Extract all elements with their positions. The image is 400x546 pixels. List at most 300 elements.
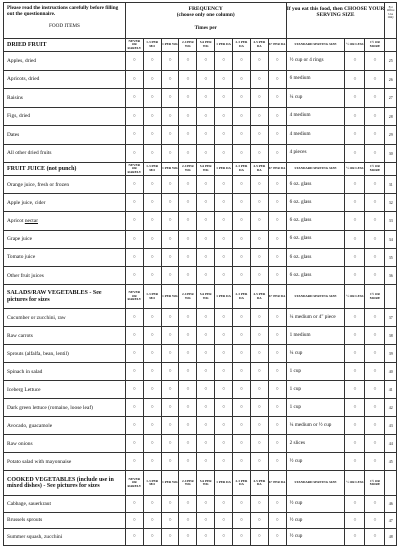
frequency-radio[interactable]: ○ bbox=[143, 266, 161, 284]
frequency-radio[interactable]: ○ bbox=[268, 176, 286, 194]
serving-column-header: 1½ OR MORE bbox=[365, 39, 385, 52]
frequency-radio[interactable]: ○ bbox=[233, 363, 251, 381]
frequency-radio[interactable]: ○ bbox=[161, 107, 179, 126]
frequency-radio[interactable]: ○ bbox=[250, 435, 268, 453]
serving-size-radio[interactable]: ○ bbox=[345, 266, 365, 284]
frequency-radio[interactable]: ○ bbox=[197, 381, 215, 399]
serving-size-radio[interactable]: ○ bbox=[365, 309, 385, 327]
frequency-radio[interactable]: ○ bbox=[161, 453, 179, 471]
standard-serving-size: ½ cup or 4 rings bbox=[286, 52, 345, 71]
frequency-radio[interactable]: ○ bbox=[143, 230, 161, 248]
frequency-radio[interactable]: ○ bbox=[250, 126, 268, 145]
frequency-radio[interactable]: ○ bbox=[179, 327, 197, 345]
frequency-radio[interactable]: ○ bbox=[233, 70, 251, 89]
food-item-label: Avocado, guacamole bbox=[4, 417, 126, 435]
frequency-radio[interactable]: ○ bbox=[233, 194, 251, 212]
frequency-radio[interactable]: ○ bbox=[143, 381, 161, 399]
frequency-radio[interactable]: ○ bbox=[268, 212, 286, 230]
office-code: 37 bbox=[385, 309, 397, 327]
frequency-radio[interactable]: ○ bbox=[143, 126, 161, 145]
frequency-radio[interactable]: ○ bbox=[215, 496, 233, 513]
frequency-column-header: 4-5 PER DA bbox=[250, 39, 268, 52]
frequency-radio[interactable]: ○ bbox=[125, 107, 143, 126]
serving-size-radio[interactable]: ○ bbox=[345, 529, 365, 546]
frequency-column-header: 1 PER DA bbox=[215, 285, 233, 309]
frequency-radio[interactable]: ○ bbox=[125, 399, 143, 417]
frequency-radio[interactable]: ○ bbox=[161, 89, 179, 108]
serving-size-radio[interactable]: ○ bbox=[365, 363, 385, 381]
frequency-radio[interactable]: ○ bbox=[143, 345, 161, 363]
serving-size-radio[interactable]: ○ bbox=[345, 435, 365, 453]
frequency-radio[interactable]: ○ bbox=[143, 435, 161, 453]
frequency-radio[interactable]: ○ bbox=[161, 417, 179, 435]
serving-size-radio[interactable]: ○ bbox=[365, 453, 385, 471]
frequency-radio[interactable]: ○ bbox=[161, 230, 179, 248]
frequency-radio[interactable]: ○ bbox=[143, 89, 161, 108]
serving-column-header: ½ OR LESS bbox=[345, 285, 365, 309]
food-item-label: Spinach in salad bbox=[4, 363, 126, 381]
frequency-radio[interactable]: ○ bbox=[233, 126, 251, 145]
frequency-radio[interactable]: ○ bbox=[250, 399, 268, 417]
frequency-radio[interactable]: ○ bbox=[215, 107, 233, 126]
frequency-radio[interactable]: ○ bbox=[125, 345, 143, 363]
frequency-radio[interactable]: ○ bbox=[215, 70, 233, 89]
frequency-radio[interactable]: ○ bbox=[268, 435, 286, 453]
frequency-radio[interactable]: ○ bbox=[143, 194, 161, 212]
frequency-radio[interactable]: ○ bbox=[179, 363, 197, 381]
frequency-radio[interactable]: ○ bbox=[125, 363, 143, 381]
frequency-radio[interactable]: ○ bbox=[250, 529, 268, 546]
frequency-radio[interactable]: ○ bbox=[250, 144, 268, 163]
frequency-radio[interactable]: ○ bbox=[179, 512, 197, 529]
frequency-radio[interactable]: ○ bbox=[143, 529, 161, 546]
serving-size-radio[interactable]: ○ bbox=[345, 89, 365, 108]
frequency-radio[interactable]: ○ bbox=[197, 89, 215, 108]
table-row bbox=[4, 453, 397, 471]
frequency-radio[interactable]: ○ bbox=[250, 176, 268, 194]
food-items-label: FOOD ITEMS bbox=[48, 23, 80, 30]
frequency-radio[interactable]: ○ bbox=[125, 70, 143, 89]
frequency-radio[interactable]: ○ bbox=[250, 417, 268, 435]
serving-size-radio[interactable]: ○ bbox=[365, 89, 385, 108]
serving-size-radio[interactable]: ○ bbox=[345, 512, 365, 529]
frequency-radio[interactable]: ○ bbox=[197, 248, 215, 266]
serving-size-radio[interactable]: ○ bbox=[365, 126, 385, 145]
frequency-radio[interactable]: ○ bbox=[268, 52, 286, 71]
serving-size-radio[interactable]: ○ bbox=[365, 345, 385, 363]
frequency-radio[interactable]: ○ bbox=[215, 399, 233, 417]
frequency-radio[interactable]: ○ bbox=[215, 435, 233, 453]
frequency-radio[interactable]: ○ bbox=[215, 327, 233, 345]
frequency-radio[interactable]: ○ bbox=[250, 512, 268, 529]
frequency-radio[interactable]: ○ bbox=[250, 107, 268, 126]
frequency-radio[interactable]: ○ bbox=[197, 126, 215, 145]
frequency-radio[interactable]: ○ bbox=[143, 453, 161, 471]
frequency-radio[interactable]: ○ bbox=[215, 363, 233, 381]
serving-size-radio[interactable]: ○ bbox=[365, 266, 385, 284]
frequency-radio[interactable]: ○ bbox=[143, 496, 161, 513]
frequency-radio[interactable]: ○ bbox=[143, 212, 161, 230]
frequency-radio[interactable]: ○ bbox=[250, 345, 268, 363]
frequency-radio[interactable]: ○ bbox=[179, 230, 197, 248]
frequency-radio[interactable]: ○ bbox=[143, 52, 161, 71]
frequency-radio[interactable]: ○ bbox=[197, 363, 215, 381]
frequency-radio[interactable]: ○ bbox=[250, 453, 268, 471]
frequency-radio[interactable]: ○ bbox=[268, 345, 286, 363]
frequency-radio[interactable]: ○ bbox=[233, 435, 251, 453]
frequency-radio[interactable]: ○ bbox=[179, 248, 197, 266]
frequency-radio[interactable]: ○ bbox=[215, 176, 233, 194]
frequency-radio[interactable]: ○ bbox=[197, 399, 215, 417]
frequency-radio[interactable]: ○ bbox=[161, 176, 179, 194]
frequency-radio[interactable]: ○ bbox=[125, 230, 143, 248]
serving-size-radio[interactable]: ○ bbox=[345, 144, 365, 163]
food-item-label: Iceberg Lettuce bbox=[4, 381, 126, 399]
frequency-radio[interactable]: ○ bbox=[197, 345, 215, 363]
frequency-radio[interactable]: ○ bbox=[179, 399, 197, 417]
frequency-radio[interactable]: ○ bbox=[161, 212, 179, 230]
frequency-radio[interactable]: ○ bbox=[179, 194, 197, 212]
serving-size-radio[interactable]: ○ bbox=[345, 70, 365, 89]
frequency-radio[interactable]: ○ bbox=[233, 176, 251, 194]
frequency-radio[interactable]: ○ bbox=[197, 70, 215, 89]
frequency-radio[interactable]: ○ bbox=[215, 345, 233, 363]
frequency-radio[interactable]: ○ bbox=[250, 212, 268, 230]
standard-serving-size: 6 oz. glass bbox=[286, 266, 345, 284]
frequency-radio[interactable]: ○ bbox=[268, 230, 286, 248]
frequency-radio[interactable]: ○ bbox=[197, 194, 215, 212]
food-item-label: Orange juice, fresh or frozen bbox=[4, 176, 126, 194]
frequency-radio[interactable]: ○ bbox=[215, 512, 233, 529]
serving-size-radio[interactable]: ○ bbox=[365, 399, 385, 417]
frequency-radio[interactable]: ○ bbox=[179, 144, 197, 163]
frequency-radio[interactable]: ○ bbox=[197, 417, 215, 435]
serving-size-radio[interactable]: ○ bbox=[345, 176, 365, 194]
frequency-radio[interactable]: ○ bbox=[179, 529, 197, 546]
frequency-radio[interactable]: ○ bbox=[197, 453, 215, 471]
frequency-radio[interactable]: ○ bbox=[233, 512, 251, 529]
frequency-radio[interactable]: ○ bbox=[268, 512, 286, 529]
serving-size-radio[interactable]: ○ bbox=[345, 52, 365, 71]
frequency-radio[interactable]: ○ bbox=[197, 212, 215, 230]
frequency-radio[interactable]: ○ bbox=[143, 417, 161, 435]
frequency-radio[interactable]: ○ bbox=[179, 107, 197, 126]
frequency-radio[interactable]: ○ bbox=[143, 107, 161, 126]
frequency-radio[interactable]: ○ bbox=[161, 248, 179, 266]
frequency-radio[interactable]: ○ bbox=[161, 512, 179, 529]
frequency-radio[interactable]: ○ bbox=[268, 194, 286, 212]
frequency-radio[interactable]: ○ bbox=[250, 248, 268, 266]
frequency-radio[interactable]: ○ bbox=[161, 52, 179, 71]
frequency-radio[interactable]: ○ bbox=[161, 363, 179, 381]
frequency-radio[interactable]: ○ bbox=[268, 496, 286, 513]
frequency-radio[interactable]: ○ bbox=[215, 144, 233, 163]
frequency-radio[interactable]: ○ bbox=[161, 399, 179, 417]
frequency-radio[interactable]: ○ bbox=[161, 345, 179, 363]
frequency-radio[interactable]: ○ bbox=[125, 89, 143, 108]
standard-serving-size: 1 cup bbox=[286, 363, 345, 381]
frequency-radio[interactable]: ○ bbox=[179, 496, 197, 513]
frequency-radio[interactable]: ○ bbox=[161, 327, 179, 345]
frequency-radio[interactable]: ○ bbox=[215, 417, 233, 435]
table-row bbox=[4, 435, 397, 453]
frequency-radio[interactable]: ○ bbox=[215, 52, 233, 71]
serving-size-radio[interactable]: ○ bbox=[365, 417, 385, 435]
standard-serving-size: ½ cup bbox=[286, 529, 345, 546]
serving-size-radio[interactable]: ○ bbox=[365, 529, 385, 546]
serving-size-radio[interactable]: ○ bbox=[345, 194, 365, 212]
frequency-radio[interactable]: ○ bbox=[215, 381, 233, 399]
frequency-radio[interactable]: ○ bbox=[268, 529, 286, 546]
frequency-radio[interactable]: ○ bbox=[197, 309, 215, 327]
frequency-radio[interactable]: ○ bbox=[125, 512, 143, 529]
frequency-column-header: 1 PER WK bbox=[161, 285, 179, 309]
frequency-radio[interactable]: ○ bbox=[250, 52, 268, 71]
frequency-radio[interactable]: ○ bbox=[215, 126, 233, 145]
frequency-radio[interactable]: ○ bbox=[125, 309, 143, 327]
frequency-radio[interactable]: ○ bbox=[268, 70, 286, 89]
frequency-radio[interactable]: ○ bbox=[179, 345, 197, 363]
food-item-label: Grape juice bbox=[4, 230, 126, 248]
serving-size-radio[interactable]: ○ bbox=[345, 417, 365, 435]
frequency-radio[interactable]: ○ bbox=[143, 144, 161, 163]
serving-size-radio[interactable]: ○ bbox=[365, 70, 385, 89]
frequency-radio[interactable]: ○ bbox=[143, 363, 161, 381]
frequency-radio[interactable]: ○ bbox=[161, 381, 179, 399]
frequency-radio[interactable]: ○ bbox=[197, 435, 215, 453]
frequency-radio[interactable]: ○ bbox=[143, 248, 161, 266]
frequency-radio[interactable]: ○ bbox=[250, 327, 268, 345]
frequency-radio[interactable]: ○ bbox=[233, 453, 251, 471]
office-code: 31 bbox=[385, 176, 397, 194]
table-row bbox=[4, 327, 397, 345]
frequency-radio[interactable]: ○ bbox=[215, 529, 233, 546]
frequency-radio[interactable]: ○ bbox=[233, 529, 251, 546]
frequency-radio[interactable]: ○ bbox=[179, 309, 197, 327]
food-item-label: Apricot nectar bbox=[4, 212, 126, 230]
frequency-radio[interactable]: ○ bbox=[233, 52, 251, 71]
frequency-radio[interactable]: ○ bbox=[233, 230, 251, 248]
frequency-radio[interactable]: ○ bbox=[125, 381, 143, 399]
serving-size-radio[interactable]: ○ bbox=[365, 512, 385, 529]
frequency-radio[interactable]: ○ bbox=[197, 529, 215, 546]
frequency-radio[interactable]: ○ bbox=[268, 417, 286, 435]
frequency-radio[interactable]: ○ bbox=[125, 212, 143, 230]
frequency-radio[interactable]: ○ bbox=[125, 496, 143, 513]
frequency-radio[interactable]: ○ bbox=[268, 89, 286, 108]
frequency-radio[interactable]: ○ bbox=[125, 126, 143, 145]
serving-size-radio[interactable]: ○ bbox=[345, 399, 365, 417]
frequency-radio[interactable]: ○ bbox=[215, 453, 233, 471]
serving-size-radio[interactable]: ○ bbox=[365, 107, 385, 126]
serving-size-radio[interactable]: ○ bbox=[345, 345, 365, 363]
frequency-radio[interactable]: ○ bbox=[250, 496, 268, 513]
frequency-radio[interactable]: ○ bbox=[233, 107, 251, 126]
frequency-radio[interactable]: ○ bbox=[268, 381, 286, 399]
frequency-radio[interactable]: ○ bbox=[233, 381, 251, 399]
frequency-radio[interactable]: ○ bbox=[268, 453, 286, 471]
frequency-radio[interactable]: ○ bbox=[233, 266, 251, 284]
frequency-radio[interactable]: ○ bbox=[179, 266, 197, 284]
frequency-radio[interactable]: ○ bbox=[125, 327, 143, 345]
frequency-radio[interactable]: ○ bbox=[250, 381, 268, 399]
serving-size-radio[interactable]: ○ bbox=[365, 496, 385, 513]
frequency-radio[interactable]: ○ bbox=[125, 417, 143, 435]
frequency-radio[interactable]: ○ bbox=[233, 309, 251, 327]
serving-size-radio[interactable]: ○ bbox=[345, 230, 365, 248]
section-title: DRIED FRUIT bbox=[4, 39, 126, 52]
frequency-radio[interactable]: ○ bbox=[179, 212, 197, 230]
serving-size-radio[interactable]: ○ bbox=[365, 327, 385, 345]
frequency-radio[interactable]: ○ bbox=[268, 126, 286, 145]
frequency-radio[interactable]: ○ bbox=[215, 248, 233, 266]
frequency-radio[interactable]: ○ bbox=[268, 309, 286, 327]
frequency-radio[interactable]: ○ bbox=[197, 144, 215, 163]
serving-size-radio[interactable]: ○ bbox=[365, 52, 385, 71]
frequency-radio[interactable]: ○ bbox=[161, 266, 179, 284]
table-row bbox=[4, 52, 397, 71]
frequency-radio[interactable]: ○ bbox=[233, 212, 251, 230]
frequency-radio[interactable]: ○ bbox=[233, 144, 251, 163]
frequency-radio[interactable]: ○ bbox=[179, 417, 197, 435]
frequency-radio[interactable]: ○ bbox=[268, 144, 286, 163]
frequency-radio[interactable]: ○ bbox=[233, 327, 251, 345]
frequency-radio[interactable]: ○ bbox=[215, 194, 233, 212]
frequency-radio[interactable]: ○ bbox=[179, 70, 197, 89]
standard-serving-size: 6 medium bbox=[286, 70, 345, 89]
frequency-radio[interactable]: ○ bbox=[161, 529, 179, 546]
frequency-radio[interactable]: ○ bbox=[179, 381, 197, 399]
frequency-radio[interactable]: ○ bbox=[215, 212, 233, 230]
frequency-radio[interactable]: ○ bbox=[179, 176, 197, 194]
frequency-radio[interactable]: ○ bbox=[197, 327, 215, 345]
frequency-radio[interactable]: ○ bbox=[125, 248, 143, 266]
frequency-radio[interactable]: ○ bbox=[179, 126, 197, 145]
standard-serving-size: ¼ medium or 4" piece bbox=[286, 309, 345, 327]
serving-size-radio[interactable]: ○ bbox=[365, 230, 385, 248]
serving-size-radio[interactable]: ○ bbox=[365, 176, 385, 194]
serving-size-radio[interactable]: ○ bbox=[365, 194, 385, 212]
frequency-radio[interactable]: ○ bbox=[179, 89, 197, 108]
frequency-column-header: 5-6 PER WK bbox=[197, 471, 215, 496]
frequency-radio[interactable]: ○ bbox=[179, 453, 197, 471]
serving-size-radio[interactable]: ○ bbox=[345, 212, 365, 230]
frequency-radio[interactable]: ○ bbox=[143, 512, 161, 529]
serving-size-radio[interactable]: ○ bbox=[345, 381, 365, 399]
frequency-radio[interactable]: ○ bbox=[125, 194, 143, 212]
frequency-radio[interactable]: ○ bbox=[250, 89, 268, 108]
frequency-radio[interactable]: ○ bbox=[143, 399, 161, 417]
table-row bbox=[4, 381, 397, 399]
serving-size-radio[interactable]: ○ bbox=[345, 327, 365, 345]
frequency-radio[interactable]: ○ bbox=[125, 52, 143, 71]
frequency-radio[interactable]: ○ bbox=[197, 512, 215, 529]
frequency-radio[interactable]: ○ bbox=[197, 52, 215, 71]
frequency-radio[interactable]: ○ bbox=[250, 309, 268, 327]
serving-size-radio[interactable]: ○ bbox=[345, 248, 365, 266]
frequency-radio[interactable]: ○ bbox=[161, 144, 179, 163]
frequency-radio[interactable]: ○ bbox=[125, 144, 143, 163]
frequency-radio[interactable]: ○ bbox=[125, 453, 143, 471]
frequency-radio[interactable]: ○ bbox=[215, 89, 233, 108]
serving-column-header: STANDARD SERVING SIZE bbox=[286, 285, 345, 309]
frequency-radio[interactable]: ○ bbox=[125, 266, 143, 284]
frequency-radio[interactable]: ○ bbox=[125, 176, 143, 194]
serving-size-radio[interactable]: ○ bbox=[345, 496, 365, 513]
frequency-radio[interactable]: ○ bbox=[268, 399, 286, 417]
frequency-radio[interactable]: ○ bbox=[143, 176, 161, 194]
frequency-radio[interactable]: ○ bbox=[125, 435, 143, 453]
office-use-cell bbox=[385, 471, 397, 496]
frequency-radio[interactable]: ○ bbox=[197, 107, 215, 126]
frequency-radio[interactable]: ○ bbox=[161, 126, 179, 145]
serving-size-radio[interactable]: ○ bbox=[365, 381, 385, 399]
serving-size-radio[interactable]: ○ bbox=[365, 435, 385, 453]
frequency-radio[interactable]: ○ bbox=[161, 70, 179, 89]
frequency-radio[interactable]: ○ bbox=[161, 496, 179, 513]
serving-size-radio[interactable]: ○ bbox=[345, 126, 365, 145]
office-code: 46 bbox=[385, 496, 397, 513]
frequency-radio[interactable]: ○ bbox=[233, 496, 251, 513]
frequency-header bbox=[125, 3, 286, 39]
frequency-radio[interactable]: ○ bbox=[215, 266, 233, 284]
frequency-radio[interactable]: ○ bbox=[233, 417, 251, 435]
frequency-radio[interactable]: ○ bbox=[250, 266, 268, 284]
serving-size-radio[interactable]: ○ bbox=[345, 309, 365, 327]
frequency-radio[interactable]: ○ bbox=[250, 70, 268, 89]
frequency-radio[interactable]: ○ bbox=[233, 345, 251, 363]
frequency-radio[interactable]: ○ bbox=[268, 266, 286, 284]
frequency-radio[interactable]: ○ bbox=[179, 52, 197, 71]
office-code: 41 bbox=[385, 381, 397, 399]
serving-size-radio[interactable]: ○ bbox=[345, 107, 365, 126]
frequency-radio[interactable]: ○ bbox=[143, 70, 161, 89]
office-code: 26 bbox=[385, 70, 397, 89]
frequency-radio[interactable]: ○ bbox=[215, 230, 233, 248]
frequency-radio[interactable]: ○ bbox=[250, 363, 268, 381]
frequency-radio[interactable]: ○ bbox=[125, 529, 143, 546]
frequency-radio[interactable]: ○ bbox=[233, 399, 251, 417]
frequency-radio[interactable]: ○ bbox=[143, 327, 161, 345]
frequency-radio[interactable]: ○ bbox=[161, 309, 179, 327]
frequency-radio[interactable]: ○ bbox=[268, 248, 286, 266]
serving-size-radio[interactable]: ○ bbox=[365, 144, 385, 163]
table-row bbox=[4, 309, 397, 327]
frequency-radio[interactable]: ○ bbox=[233, 89, 251, 108]
frequency-radio[interactable]: ○ bbox=[250, 230, 268, 248]
frequency-radio[interactable]: ○ bbox=[268, 363, 286, 381]
frequency-radio[interactable]: ○ bbox=[197, 230, 215, 248]
frequency-radio[interactable]: ○ bbox=[143, 309, 161, 327]
standard-serving-size: 6 oz. glass bbox=[286, 194, 345, 212]
frequency-radio[interactable]: ○ bbox=[161, 194, 179, 212]
frequency-radio[interactable]: ○ bbox=[197, 176, 215, 194]
frequency-radio[interactable]: ○ bbox=[161, 435, 179, 453]
frequency-radio[interactable]: ○ bbox=[233, 248, 251, 266]
serving-size-radio[interactable]: ○ bbox=[345, 453, 365, 471]
frequency-radio[interactable]: ○ bbox=[268, 327, 286, 345]
frequency-radio[interactable]: ○ bbox=[197, 496, 215, 513]
frequency-radio[interactable]: ○ bbox=[197, 266, 215, 284]
frequency-radio[interactable]: ○ bbox=[179, 435, 197, 453]
frequency-radio[interactable]: ○ bbox=[268, 107, 286, 126]
frequency-radio[interactable]: ○ bbox=[250, 194, 268, 212]
serving-size-radio[interactable]: ○ bbox=[345, 363, 365, 381]
table-row bbox=[4, 144, 397, 163]
frequency-radio[interactable]: ○ bbox=[215, 309, 233, 327]
serving-size-radio[interactable]: ○ bbox=[365, 212, 385, 230]
serving-size-radio[interactable]: ○ bbox=[365, 248, 385, 266]
